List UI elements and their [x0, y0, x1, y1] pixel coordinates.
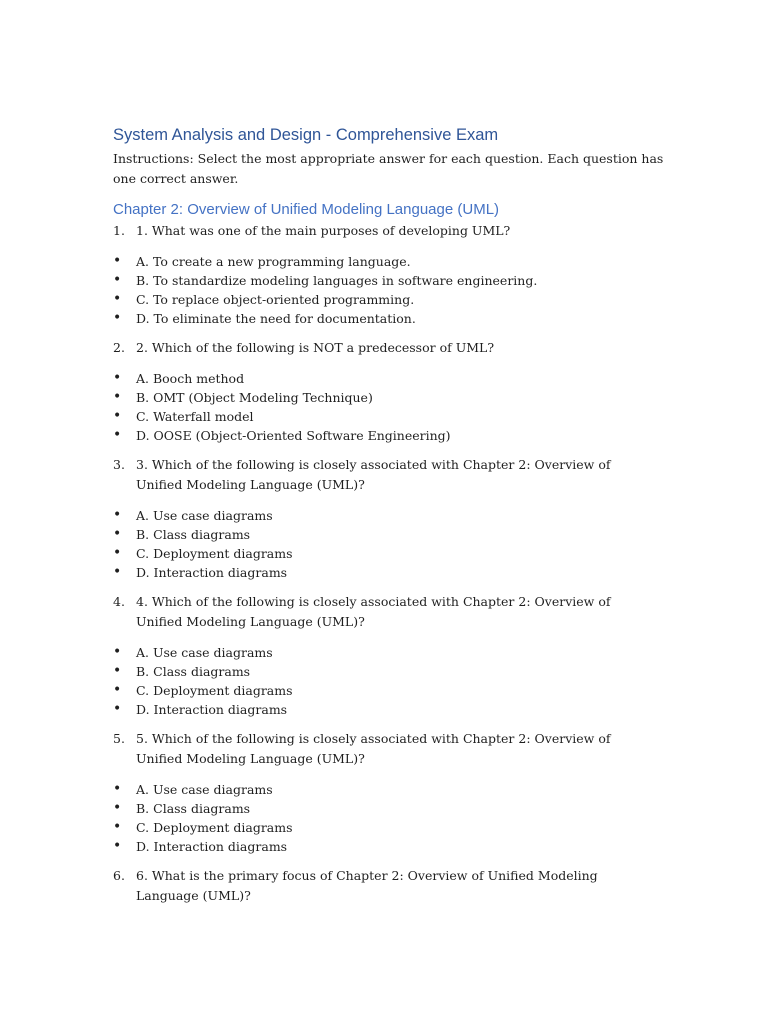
bullet-icon: •: [113, 526, 122, 542]
option-text: B. Class diagrams: [136, 664, 251, 679]
bullet-icon: •: [113, 644, 122, 660]
option-text: A. Booch method: [136, 371, 245, 386]
question-text: 3. Which of the following is closely associated with Chapter 2: Overview of Unified Modeling Language (UML)?: [136, 457, 611, 492]
option-text: C. To replace object-oriented programming.: [136, 292, 415, 307]
option-item: [113, 506, 768, 525]
question-number: 2.: [113, 340, 125, 355]
bullet-icon: •: [113, 389, 122, 405]
option-list: [113, 506, 768, 582]
option-text: B. OMT (Object Modeling Technique): [136, 390, 373, 405]
option-text: D. OOSE (Object-Oriented Software Engineering): [136, 428, 451, 443]
question-text: 1. What was one of the main purposes of developing UML?: [136, 223, 511, 238]
bullet-icon: •: [113, 701, 122, 717]
bullet-icon: •: [113, 310, 122, 326]
option-text: D. Interaction diagrams: [136, 702, 288, 717]
option-item: [113, 407, 768, 426]
bullet-icon: •: [113, 370, 122, 386]
bullet-icon: •: [113, 507, 122, 523]
question-list: [113, 221, 768, 906]
question-text: 4. Which of the following is closely associated with Chapter 2: Overview of Unified Modeling Language (UML)?: [136, 594, 611, 629]
question-item: [113, 455, 768, 582]
option-list: [113, 780, 768, 856]
option-list: [113, 369, 768, 445]
option-item: [113, 643, 768, 662]
bullet-icon: •: [113, 564, 122, 580]
bullet-icon: •: [113, 781, 122, 797]
option-item: [113, 837, 768, 856]
question-item: [113, 338, 768, 445]
question-number: 5.: [113, 731, 125, 746]
bullet-icon: •: [113, 427, 122, 443]
option-item: [113, 700, 768, 719]
question-item: [113, 221, 768, 328]
option-item: [113, 780, 768, 799]
option-text: C. Deployment diagrams: [136, 546, 293, 561]
option-text: B. To standardize modeling languages in software engineering.: [136, 273, 538, 288]
bullet-icon: •: [113, 253, 122, 269]
option-text: A. Use case diagrams: [136, 645, 273, 660]
option-text: D. Interaction diagrams: [136, 839, 288, 854]
question-number: 3.: [113, 457, 125, 472]
question-text: 6. What is the primary focus of Chapter 2: Overview of Unified Modeling Language (UML)?: [136, 868, 598, 903]
bullet-icon: •: [113, 291, 122, 307]
question-number: 1.: [113, 223, 125, 238]
option-item: [113, 426, 768, 445]
question-item: [113, 866, 768, 906]
option-item: [113, 563, 768, 582]
option-item: [113, 681, 768, 700]
option-item: [113, 799, 768, 818]
question-text: 2. Which of the following is NOT a predecessor of UML?: [136, 340, 495, 355]
option-item: [113, 271, 768, 290]
question-text: 5. Which of the following is closely associated with Chapter 2: Overview of Unified Modeling Language (UML)?: [136, 731, 611, 766]
bullet-icon: •: [113, 663, 122, 679]
bullet-icon: •: [113, 272, 122, 288]
bullet-icon: •: [113, 838, 122, 854]
option-item: [113, 309, 768, 328]
option-text: C. Deployment diagrams: [136, 683, 293, 698]
instructions-text: Instructions: Select the most appropriate answer for each question. Each question has one correct answer.: [113, 151, 664, 186]
option-item: [113, 662, 768, 681]
option-list: [113, 252, 768, 328]
option-text: B. Class diagrams: [136, 801, 251, 816]
option-item: [113, 525, 768, 544]
document-title: System Analysis and Design - Comprehensive Exam: [113, 126, 499, 144]
bullet-icon: •: [113, 408, 122, 424]
option-text: A. To create a new programming language.: [136, 254, 411, 269]
option-item: [113, 290, 768, 309]
question-item: [113, 592, 768, 719]
question-item: [113, 729, 768, 856]
bullet-icon: •: [113, 682, 122, 698]
chapter-heading: Chapter 2: Overview of Unified Modeling Language (UML): [113, 201, 500, 218]
option-text: D. To eliminate the need for documentation.: [136, 311, 416, 326]
question-number: 4.: [113, 594, 125, 609]
bullet-icon: •: [113, 545, 122, 561]
option-item: [113, 388, 768, 407]
option-text: B. Class diagrams: [136, 527, 251, 542]
option-text: A. Use case diagrams: [136, 782, 273, 797]
option-list: [113, 643, 768, 719]
bullet-icon: •: [113, 800, 122, 816]
option-text: D. Interaction diagrams: [136, 565, 288, 580]
option-item: [113, 369, 768, 388]
option-text: A. Use case diagrams: [136, 508, 273, 523]
option-text: C. Waterfall model: [136, 409, 254, 424]
question-number: 6.: [113, 868, 125, 883]
option-item: [113, 818, 768, 837]
bullet-icon: •: [113, 819, 122, 835]
option-item: [113, 252, 768, 271]
option-item: [113, 544, 768, 563]
option-text: C. Deployment diagrams: [136, 820, 293, 835]
